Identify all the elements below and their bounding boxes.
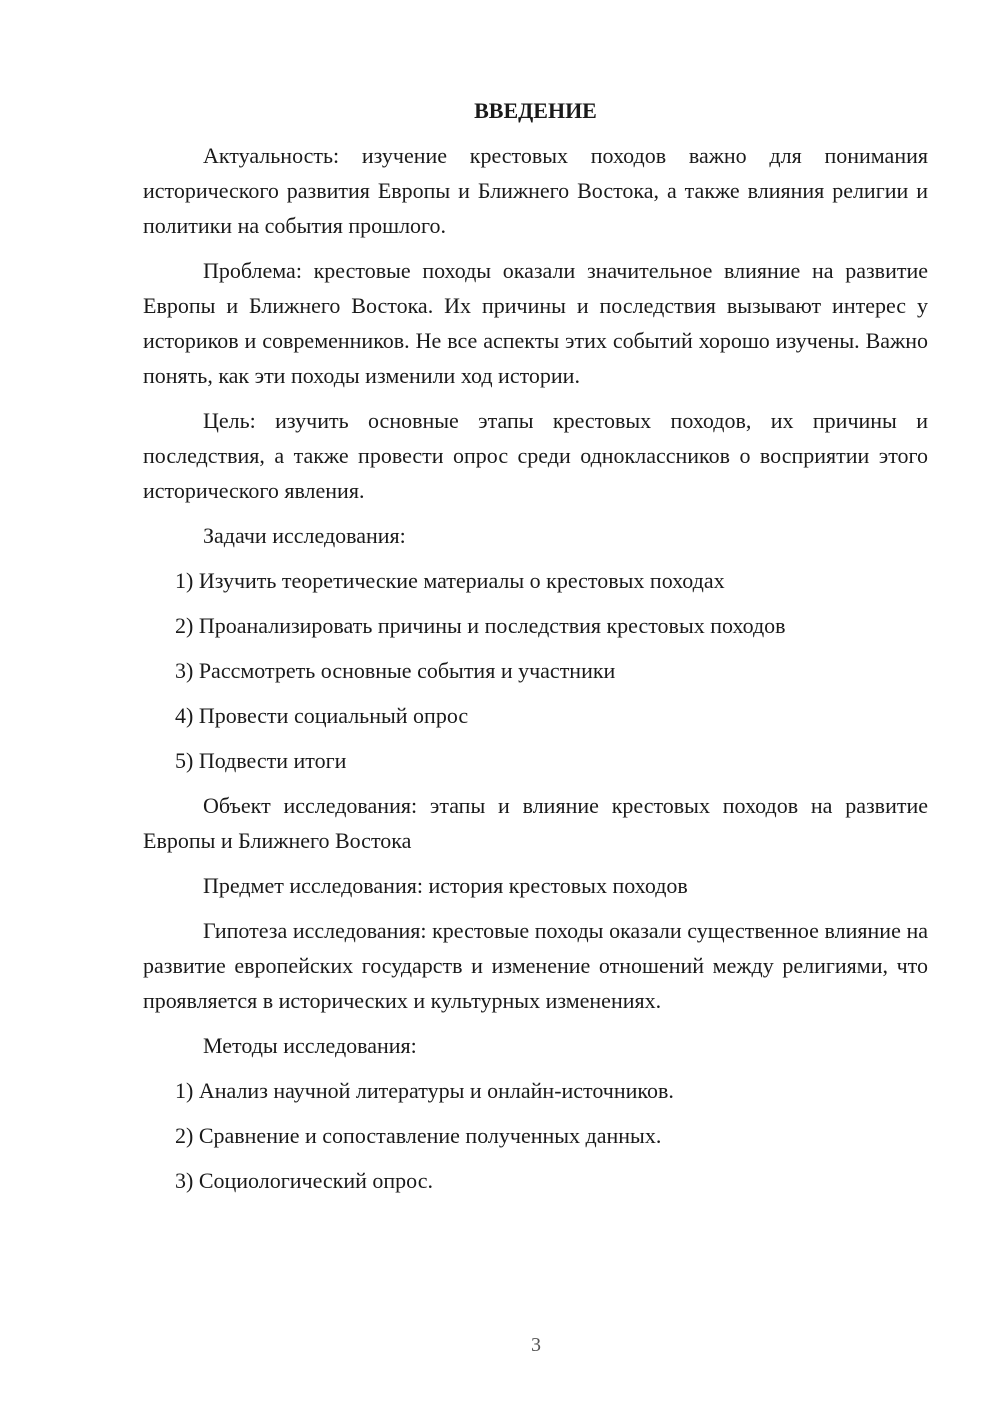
page-title: ВВЕДЕНИЕ	[474, 98, 597, 123]
methods-heading: Методы исследования:	[203, 1033, 417, 1058]
problem-paragraph: Проблема: крестовые походы оказали значительное влияние на развитие Европы и Ближнего Востока. Их причины и последствия вызывают интерес у историков и современников. Не все аспекты этих событий хорошо изучены. Важно понять, как эти походы изменили ход истории.	[143, 258, 928, 388]
list-item: 2) Проанализировать причины и последствия крестовых походов	[175, 613, 786, 638]
list-item: 1) Анализ научной литературы и онлайн-источников.	[175, 1078, 674, 1103]
subject-paragraph: Предмет исследования: история крестовых походов	[203, 873, 688, 898]
hypothesis-paragraph: Гипотеза исследования: крестовые походы оказали существенное влияние на развитие европейских государств и изменение отношений между религиями, что проявляется в исторических и культурных изменениях.	[143, 918, 928, 1013]
list-item: 3) Рассмотреть основные события и участники	[175, 658, 616, 683]
goal-paragraph: Цель: изучить основные этапы крестовых походов, их причины и последствия, а также провести опрос среди одноклассников о восприятии этого исторического явления.	[143, 408, 928, 503]
page-number: 3	[531, 1334, 541, 1356]
document-page	[143, 93, 928, 1208]
tasks-heading: Задачи исследования:	[203, 523, 406, 548]
list-item: 4) Провести социальный опрос	[175, 703, 469, 728]
tasks-list	[143, 563, 928, 778]
list-item: 5) Подвести итоги	[175, 748, 347, 773]
list-item: 2) Сравнение и сопоставление полученных данных.	[175, 1123, 662, 1148]
list-item: 1) Изучить теоретические материалы о крестовых походах	[175, 568, 725, 593]
list-item: 3) Социологический опрос.	[175, 1168, 433, 1193]
object-paragraph: Объект исследования: этапы и влияние крестовых походов на развитие Европы и Ближнего Востока	[143, 793, 928, 853]
relevance-paragraph: Актуальность: изучение крестовых походов важно для понимания исторического развития Европы и Ближнего Востока, а также влияния религии и политики на события прошлого.	[143, 143, 928, 238]
methods-list	[143, 1073, 928, 1198]
